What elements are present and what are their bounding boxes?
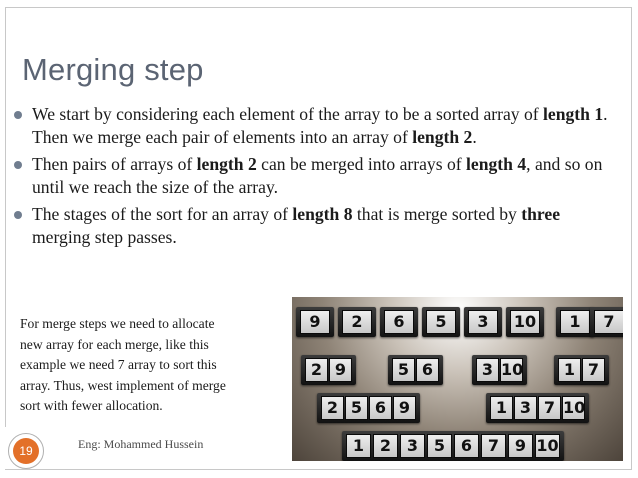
number-tile: 3 bbox=[400, 434, 425, 458]
number-tile: 1 bbox=[490, 396, 513, 420]
page-number: 19 bbox=[13, 438, 39, 464]
number-tile: 5 bbox=[427, 434, 452, 458]
bullet-bold-text: three bbox=[521, 204, 561, 224]
slide-frame-right bbox=[631, 7, 632, 469]
bullet-dot-icon bbox=[14, 111, 22, 119]
number-tile: 3 bbox=[476, 358, 499, 382]
number-tile: 6 bbox=[416, 358, 439, 382]
number-tile: 1 bbox=[346, 434, 371, 458]
number-tile: 7 bbox=[594, 310, 623, 334]
sub-array-group bbox=[486, 393, 589, 423]
bullet-text: . bbox=[472, 127, 477, 147]
side-note bbox=[20, 314, 280, 417]
number-tile: 1 bbox=[560, 310, 590, 334]
number-tile: 6 bbox=[454, 434, 479, 458]
number-tile: 5 bbox=[392, 358, 415, 382]
number-tile: 10 bbox=[562, 396, 585, 420]
sub-array-group bbox=[342, 431, 564, 461]
sub-array-group bbox=[338, 307, 376, 337]
slide-frame-top bbox=[5, 7, 631, 8]
footer-author: Eng: Mohammed Hussein bbox=[78, 437, 204, 451]
number-tile: 2 bbox=[342, 310, 372, 334]
sub-array-group bbox=[380, 307, 418, 337]
merge-sort-figure bbox=[292, 297, 623, 461]
slide-frame-bottom bbox=[5, 469, 632, 470]
number-tile: 5 bbox=[426, 310, 456, 334]
bullet-text: that is merge sorted by bbox=[352, 204, 522, 224]
sub-array-group bbox=[506, 307, 544, 337]
sub-array-group bbox=[556, 307, 594, 337]
number-tile: 2 bbox=[321, 396, 344, 420]
bullet-bold-text: length 4 bbox=[466, 154, 527, 174]
number-tile: 2 bbox=[373, 434, 398, 458]
bullet-text: merging step passes. bbox=[32, 227, 177, 247]
bullet-text: . Then we merge each pair of elements into an array of bbox=[32, 104, 608, 147]
number-tile: 9 bbox=[393, 396, 416, 420]
note-line: array. Thus, west implement of merge bbox=[20, 377, 226, 393]
bullet-bold-text: length 2 bbox=[196, 154, 257, 174]
note-line: sort with fewer allocation. bbox=[20, 398, 163, 414]
sub-array-group bbox=[590, 307, 623, 337]
number-tile: 6 bbox=[369, 396, 392, 420]
number-tile: 5 bbox=[345, 396, 368, 420]
number-tile: 10 bbox=[535, 434, 560, 458]
number-tile: 2 bbox=[305, 358, 328, 382]
bullet-bold-text: length 2 bbox=[412, 127, 473, 147]
sub-array-group bbox=[554, 355, 609, 385]
bullet-list bbox=[12, 103, 617, 253]
number-tile: 10 bbox=[500, 358, 523, 382]
bullet-bold-text: length 8 bbox=[292, 204, 353, 224]
number-tile: 3 bbox=[468, 310, 498, 334]
number-tile: 6 bbox=[384, 310, 414, 334]
bullet-item bbox=[12, 153, 617, 199]
sub-array-group bbox=[464, 307, 502, 337]
sub-array-group bbox=[472, 355, 527, 385]
bullet-item bbox=[12, 103, 617, 149]
bullet-text: can be merged into arrays of bbox=[256, 154, 467, 174]
sub-array-group bbox=[317, 393, 420, 423]
bullet-dot-icon bbox=[14, 161, 22, 169]
number-tile: 10 bbox=[510, 310, 540, 334]
sub-array-group bbox=[388, 355, 443, 385]
number-tile: 3 bbox=[514, 396, 537, 420]
number-tile: 7 bbox=[582, 358, 605, 382]
slide-title: Merging step bbox=[22, 52, 204, 87]
bullet-dot-icon bbox=[14, 211, 22, 219]
bullet-text: The stages of the sort for an array of bbox=[32, 204, 293, 224]
note-line: For merge steps we need to allocate bbox=[20, 316, 215, 331]
number-tile: 9 bbox=[329, 358, 352, 382]
note-line: new array for each merge, like this bbox=[20, 336, 209, 352]
bullet-item bbox=[12, 203, 617, 249]
number-tile: 7 bbox=[481, 434, 506, 458]
number-tile: 7 bbox=[538, 396, 561, 420]
number-tile: 9 bbox=[508, 434, 533, 458]
sub-array-group bbox=[296, 307, 334, 337]
page-number-badge bbox=[8, 433, 44, 469]
sub-array-group bbox=[301, 355, 356, 385]
number-tile: 1 bbox=[558, 358, 581, 382]
slide-frame-left bbox=[5, 7, 6, 427]
bullet-text: Then pairs of arrays of bbox=[32, 154, 197, 174]
bullet-text: , and so on until we reach the size of the array. bbox=[32, 154, 603, 197]
number-tile: 9 bbox=[300, 310, 330, 334]
bullet-text: We start by considering each element of the array to be a sorted array of bbox=[32, 104, 544, 124]
note-line: example we need 7 array to sort this bbox=[20, 357, 217, 373]
sub-array-group bbox=[422, 307, 460, 337]
bullet-bold-text: length 1 bbox=[543, 104, 604, 124]
